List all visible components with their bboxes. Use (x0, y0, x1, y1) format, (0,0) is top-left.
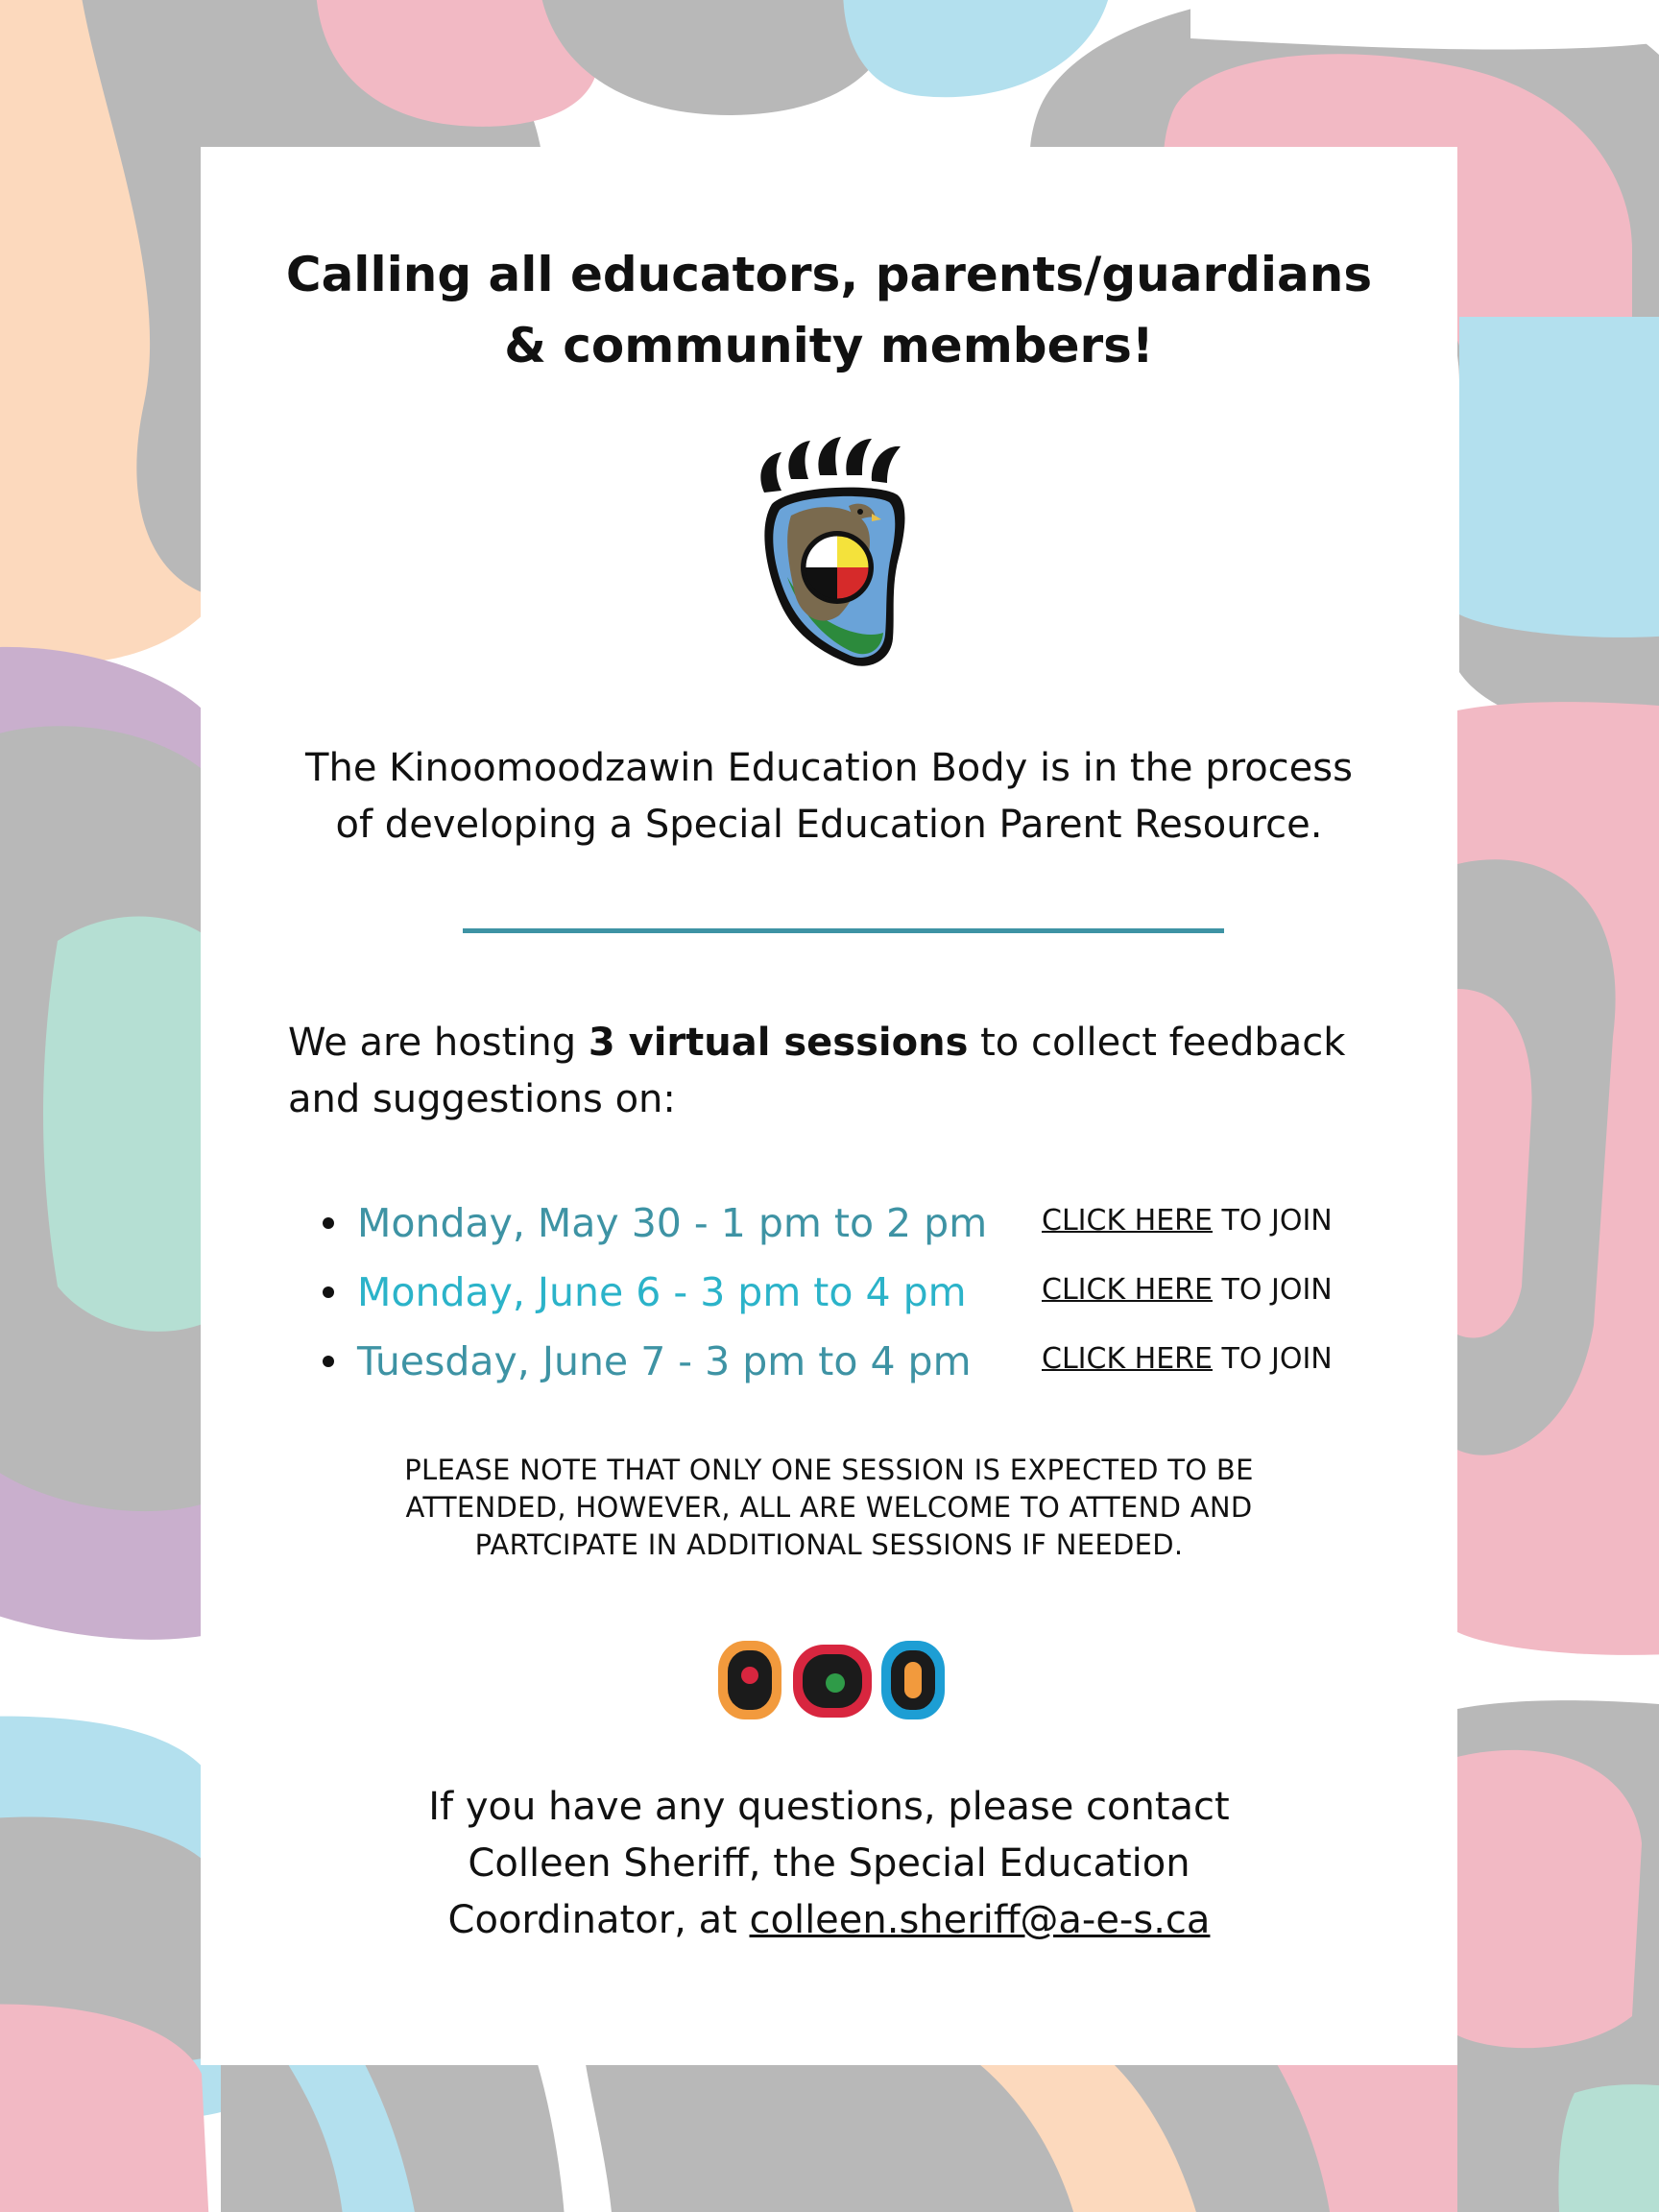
sessions-intro-text (288, 1015, 1440, 1128)
click-here-link-2[interactable]: CLICK HERE (1042, 1273, 1213, 1307)
join-prompt-1 (1042, 1198, 1333, 1244)
session-item-2 (201, 1256, 1457, 1325)
contact-email-link[interactable]: colleen.sheriff@a-e-s.ca (749, 1898, 1211, 1942)
intro-line-2: of developing a Special Education Parent Resource. (335, 803, 1323, 847)
click-here-link-1[interactable]: CLICK HERE (1042, 1204, 1213, 1238)
contact-line-3 (239, 1892, 1419, 1949)
bear-paw-eagle-medicine-wheel-logo-icon (753, 433, 916, 671)
section-divider (463, 928, 1224, 933)
attendance-note (258, 1452, 1400, 1564)
contact-line-3-prefix: Coordinator, at (447, 1898, 750, 1942)
session-date-1: Monday, May 30 - 1 pm to 2 pm (357, 1200, 988, 1246)
note-line-1: PLEASE NOTE THAT ONLY ONE SESSION IS EXPECTED TO BE (404, 1454, 1254, 1486)
contact-line-2: Colleen Sheriff, the Special Education (468, 1841, 1190, 1886)
session-list (201, 1187, 1457, 1394)
headline-line-2: & community members! (504, 318, 1154, 373)
join-prompt-2 (1042, 1267, 1333, 1313)
intro-text (239, 740, 1419, 854)
three-colored-dots-logo-icon (716, 1637, 947, 1721)
headline-line-1: Calling all educators, parents/guardians (285, 247, 1373, 302)
bullet-icon (323, 1356, 334, 1367)
session-date-2: Monday, June 6 - 3 pm to 4 pm (357, 1269, 967, 1315)
note-line-2: ATTENDED, HOWEVER, ALL ARE WELCOME TO ATTEND AND (405, 1491, 1253, 1524)
contact-line-1: If you have any questions, please contact (428, 1785, 1230, 1829)
join-prompt-3 (1042, 1336, 1333, 1382)
contact-text (239, 1779, 1419, 1949)
sessions-intro-line-1 (288, 1015, 1440, 1071)
flyer-card (201, 147, 1457, 2065)
session-item-1 (201, 1187, 1457, 1256)
note-line-3: PARTCIPATE IN ADDITIONAL SESSIONS IF NEEDED. (474, 1528, 1184, 1561)
bullet-icon (323, 1286, 334, 1298)
session-date-3: Tuesday, June 7 - 3 pm to 4 pm (357, 1338, 972, 1384)
bullet-icon (323, 1217, 334, 1229)
headline (201, 239, 1457, 381)
sessions-intro-prefix: We are hosting (288, 1021, 589, 1065)
intro-line-1: The Kinoomoodzawin Education Body is in the process (305, 746, 1353, 790)
sessions-intro-line-2: and suggestions on: (288, 1077, 676, 1121)
click-here-link-3[interactable]: CLICK HERE (1042, 1342, 1213, 1376)
join-suffix-3: TO JOIN (1212, 1342, 1333, 1376)
session-item-3 (201, 1325, 1457, 1394)
join-suffix-2: TO JOIN (1212, 1273, 1333, 1307)
join-suffix-1: TO JOIN (1212, 1204, 1333, 1238)
sessions-intro-bold: 3 virtual sessions (588, 1021, 969, 1065)
sessions-intro-suffix: to collect feedback (968, 1021, 1346, 1065)
